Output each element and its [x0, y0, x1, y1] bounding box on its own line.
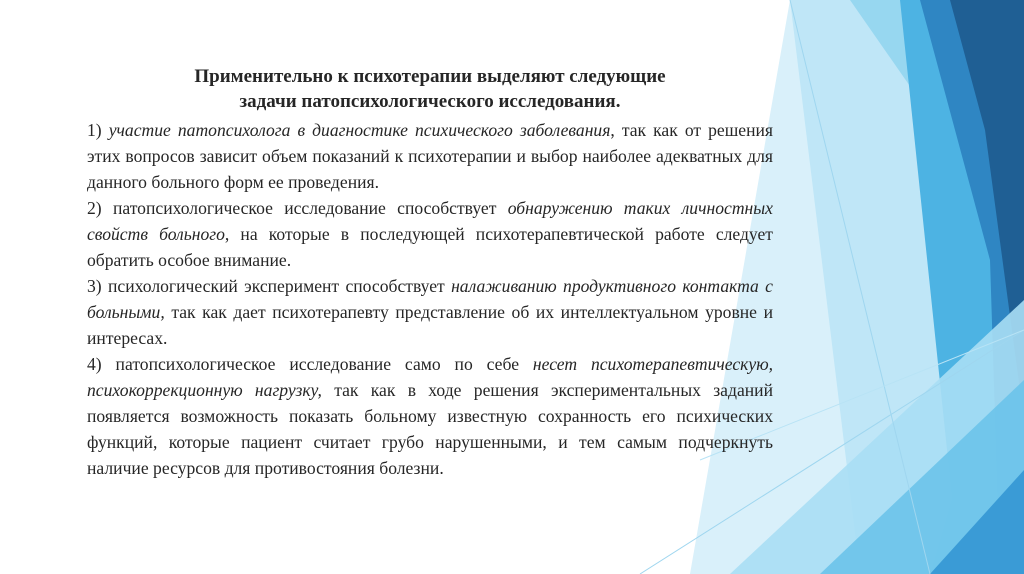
list-item-4 — [87, 351, 773, 481]
item-italic-text: обнаружению таких личностных свойств больного — [87, 198, 773, 244]
item-lead-text: патопсихологическое исследование само по себе — [115, 354, 533, 374]
item-text: так как дает психотерапевту представление об их интеллектуальном уровне и интересах. — [87, 302, 773, 348]
list-item-1 — [87, 117, 773, 195]
slide-title — [87, 64, 773, 114]
item-lead-text: патопсихологическое исследование способствует — [112, 198, 508, 218]
title-line-2: задачи патопсихологического исследования. — [239, 91, 621, 112]
item-number: 4) — [87, 354, 116, 374]
item-number: 1) — [87, 120, 109, 140]
slide-content — [87, 64, 773, 481]
item-italic-text: налаживанию продуктивного контакта с больными, — [87, 276, 773, 322]
item-italic-text: участие патопсихолога в диагностике психического заболевания — [108, 120, 611, 140]
item-number: 3) — [87, 276, 108, 296]
item-number: 2) — [87, 198, 113, 218]
list-item-2 — [87, 195, 773, 273]
list-item-3 — [87, 273, 773, 351]
item-lead-text: психологический эксперимент способствует — [108, 276, 452, 296]
item-italic-text: несет психотерапевтическую, психокоррекционную нагрузку, — [87, 354, 773, 400]
item-text: так как в ходе решения экспериментальных заданий появляется возможность показать больному известную сохранность его психических функций, которые пациент считает грубо нарушенными, и тем самым подчеркнуть наличие ресурсов для противостояния болезни. — [87, 380, 773, 478]
title-line-1: Применительно к психотерапии выделяют следующие — [194, 66, 666, 87]
item-text: , так как от решения этих вопросов зависит объем показаний к психотерапии и выбор наиболее адекватных для данного больного форм ее проведения. — [87, 120, 773, 192]
item-text: , на которые в последующей психотерапевтической работе следует обратить особое внимание. — [87, 224, 773, 270]
